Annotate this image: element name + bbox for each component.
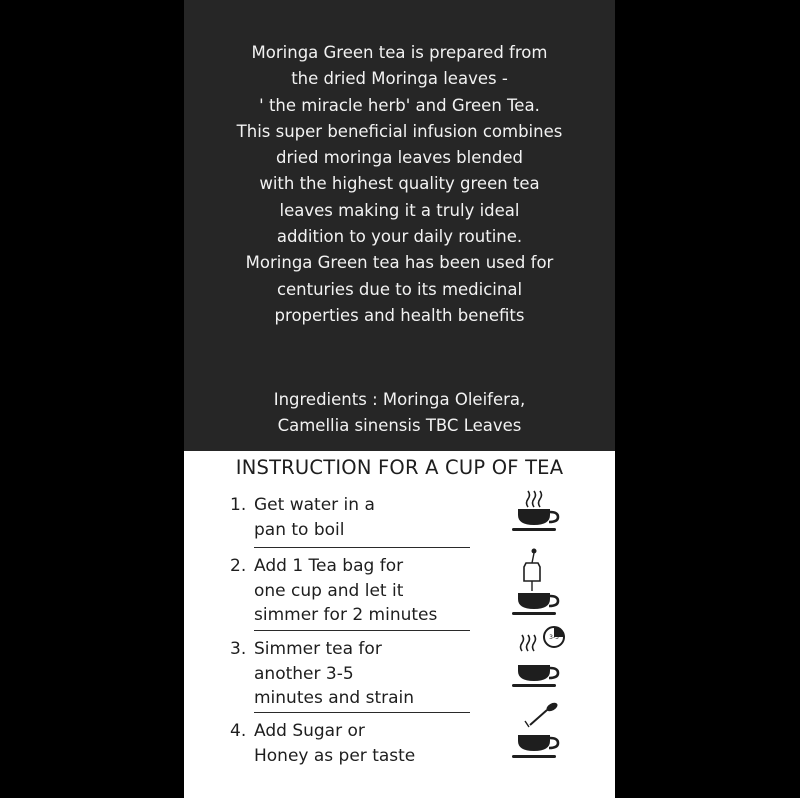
step-line: Simmer tea for xyxy=(254,639,382,659)
step-line: Add 1 Tea bag for xyxy=(254,556,404,576)
spoon-cup-icon xyxy=(506,701,560,769)
step-number: 1. xyxy=(230,495,247,515)
step-line: Honey as per taste xyxy=(254,745,416,766)
step-line: Add Sugar or xyxy=(254,721,365,741)
timer-label: 3-5 xyxy=(549,634,559,641)
step-number: 3. xyxy=(230,639,247,659)
step-line: simmer for 2 minutes xyxy=(254,605,438,625)
step-number: 4. xyxy=(230,721,247,741)
description-line: This super beneficial infusion combines xyxy=(236,121,563,141)
description-line: Moringa Green tea has been used for xyxy=(245,253,554,273)
description-line: ' the miracle herb' and Green Tea. xyxy=(259,95,540,115)
ingredients-line: Camellia sinensis TBC Leaves xyxy=(277,416,522,436)
step-line: pan to boil xyxy=(254,519,345,540)
instructions-heading: INSTRUCTION FOR A CUP OF TEA xyxy=(235,456,564,479)
step-line: one cup and let it xyxy=(254,580,404,601)
description-line: addition to your daily routine. xyxy=(276,227,523,247)
description-line: with the highest quality green tea xyxy=(259,174,540,194)
ingredients xyxy=(184,387,615,440)
step-line: Get water in a xyxy=(254,495,375,515)
description-section xyxy=(184,0,615,451)
description-line: centuries due to its medicinal xyxy=(276,279,523,299)
instructions-section xyxy=(184,451,615,798)
timer-cup-icon xyxy=(500,623,566,695)
step-divider xyxy=(254,630,470,631)
ingredients-line: Ingredients : Moringa Oleifera, xyxy=(273,390,526,409)
description-line: Moringa Green tea is prepared from xyxy=(251,43,548,62)
tea-bag-cup-icon xyxy=(506,547,560,619)
description-line: properties and health benefits xyxy=(274,305,525,325)
step-line: minutes and strain xyxy=(254,688,415,708)
step-divider xyxy=(254,547,470,548)
product-label-panel xyxy=(184,0,615,798)
step-line: another 3-5 xyxy=(254,663,354,684)
description-line: leaves making it a truly ideal xyxy=(279,200,520,220)
step-divider xyxy=(254,712,470,713)
description-line: the dried Moringa leaves - xyxy=(291,69,508,89)
step-number: 2. xyxy=(230,556,247,576)
description-line: dried moringa leaves blended xyxy=(276,148,523,168)
steaming-cup-icon xyxy=(506,481,560,535)
product-description xyxy=(184,40,615,329)
